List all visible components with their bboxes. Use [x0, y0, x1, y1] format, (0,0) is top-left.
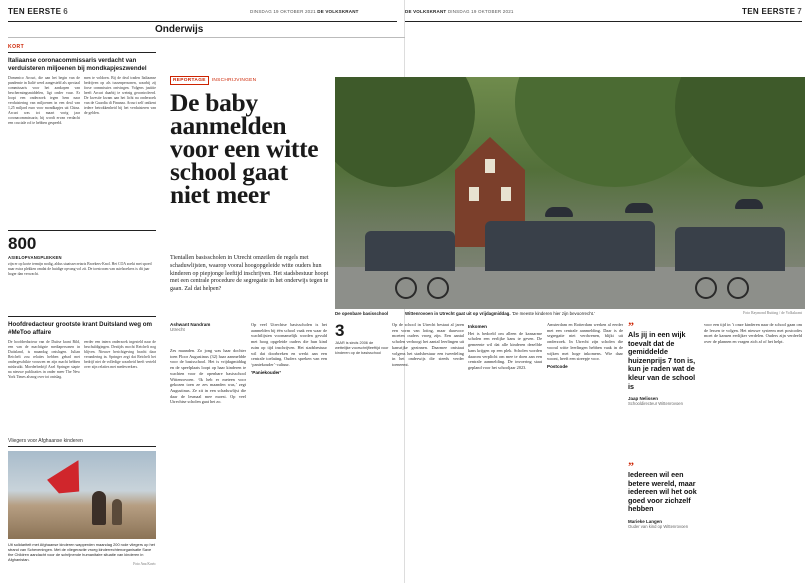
left-meta-paper: DE VOLKSKRANT — [317, 9, 359, 14]
umbrella — [735, 199, 763, 209]
fact-box — [335, 322, 389, 355]
body-text: voor een tijd in ’t onze kinderen naar de school gaan om de lessen te volgen. Het nieuwe systeem met postcodes moet de kansen eerlijker verdelen. Ouders zijn verdeeld over de plannen en vragen zich af of het helpt. — [704, 322, 802, 345]
fact-number: 3 — [335, 321, 345, 340]
photo-caption-right — [405, 311, 595, 316]
photo-caption-quote: ‘De meeste kinderen hier zijn bevoorrecht.’ — [511, 311, 596, 316]
second-brief-col-1: De hoofdredacteur van de Duitse krant Bild, een van de machtigste mediapersonen in Duitsland, is maandag ontslagen. Julian Reichelt zou relaties hebben gehad met ondergeschikte vrouwen en zijn macht hebben misbruikt. Moederbedrijf Axel Springer stapte na nieuwe publicaties in onder meer The New York Times alsnog over tot ontslag. — [8, 340, 80, 379]
author-city: Utrecht — [170, 327, 185, 332]
brief-col-1: Domenico Arcuri, die aan het begin van de pandemie in Italië werd aangesteld als speciaal commissaris voor het aankopen van beschermingsmiddelen, ligt onder vuur. Er loopt een onderzoek tegen hem naar verduistering van miljoenen in een deal van 1,25 miljard euro voor mondkapjes uit China. Arcuri was tot maart vorig jaar coronacommissaris; hij wordt ervan verdacht een cruciale rol te hebben gespeeld. — [8, 76, 80, 125]
article-tags — [170, 76, 330, 85]
umbrella — [625, 203, 653, 213]
quote-name: Marieke Langen — [628, 518, 663, 524]
body-column — [704, 322, 802, 345]
window — [469, 187, 479, 201]
child-figure — [92, 491, 106, 525]
right-running-head — [405, 2, 810, 20]
right-meta-paper: DE VOLKSKRANT — [405, 9, 447, 14]
right-header-rule — [405, 21, 802, 22]
photo-credit: Foto Raymond Rutting / de Volkskrant — [743, 311, 802, 315]
left-running-head — [0, 2, 405, 20]
body-column — [392, 322, 464, 368]
second-brief-rule — [8, 316, 156, 317]
tag-reportage: REPORTAGE — [170, 76, 209, 85]
main-photo — [335, 77, 805, 309]
quote-text: Als jij in een wijk toevalt dat de gemiddelde huizenprijs 7 ton is, kun je raden wat de kleur van de school is — [628, 330, 696, 391]
window — [501, 187, 511, 201]
photo-caption-left: De openbare basisschool — [335, 311, 389, 316]
window — [485, 159, 495, 173]
right-running-meta — [405, 9, 514, 14]
stat-number: 800 — [8, 234, 37, 253]
bicycle-wheel — [427, 277, 449, 299]
child-figure — [112, 499, 122, 525]
photo-news-block — [8, 438, 156, 566]
stat-block — [8, 228, 156, 277]
tree — [335, 77, 475, 187]
bicycle-wheel — [395, 277, 417, 299]
photo-news-credit: Foto Ana Kavic — [133, 562, 156, 566]
brief-headline: Italiaanse coronacommissaris verdacht van verduisteren miljoenen bij mondkapjeszwendel — [8, 57, 147, 72]
left-section-name — [8, 7, 68, 16]
left-section-label: TEN EERSTE — [8, 7, 62, 16]
section-rule — [8, 37, 405, 38]
stat-label: ASIELOPVANGPLEKKEN — [8, 255, 62, 260]
left-meta-day: DINSDAG 19 OKTOBER 2021 — [250, 9, 316, 14]
photo-news-heading: Vliegers voor Afghaanse kinderen — [8, 438, 156, 447]
article-head — [170, 76, 330, 209]
right-page-number: 7 — [797, 7, 802, 16]
second-brief-col-2: eerder een intern onderzoek ingesteld naar de beschuldigingen. Destijds mocht Reichelt nog blijven. Nieuwe berichtgeving bracht daar verandering in. Springer zegt dat Reichelt het bedrijf niet de volledige waarheid heeft verteld over zijn relaties met medewerkers. — [84, 340, 156, 369]
kort-rule — [8, 52, 156, 53]
tree — [675, 77, 805, 187]
subhead: Inkomen — [468, 324, 487, 329]
quote-text: Iedereen wil een betere wereld, maar iedereen wil het ook goed voor zichzelf hebben — [628, 470, 697, 514]
brief-columns — [8, 76, 156, 126]
brief-col-2: men te voldoen. Bij de deal traden Italiaanse bedrijven op als tussenpersonen, waarbij zij forse commissies ontvingen. Volgens justitie heeft Arcuri daarbij te weinig gecontroleerd. De kwestie kwam aan het licht na onderzoek van de Guardia di Finanza. Arcuri zelf ontkent iedere betrokkenheid bij het verduisteren van de gelden. — [84, 76, 156, 115]
fact-text: JAAR is sinds 2006 de wettelijke voorschrijfleeftijd voor kinderen op de basisschool — [335, 341, 389, 355]
body-text: Amsterdam en Rotterdam werken al eerder met een centrale aanmelding. Daar is de segregatie niet verdwenen, blijkt uit onderzoek. In Utrecht zijn scholen die vooral witte leerlingen hebben vaak in de wijken met hoge inkomens. Wie daar woont, heeft een streepje voor. — [547, 322, 623, 362]
left-header-rule — [8, 21, 397, 22]
photo-caption-bold: Wittenrovoen in Utrecht gaat uit op vrijdagmiddag. — [405, 311, 511, 316]
kort-label: KORT — [8, 44, 25, 50]
second-brief — [8, 316, 156, 380]
quote-name: Jaap Nelissen — [628, 396, 659, 402]
body-column — [468, 322, 542, 371]
kort-brief — [8, 44, 156, 126]
left-running-meta — [250, 9, 359, 14]
stat-rule — [8, 230, 156, 231]
body-text: Het is bedoeld om alleen de kansarme scholen een eerlijke kans te geven. De gemeente wil dat alle kinderen dezelfde kans krijgen op een plek. Scholen worden daarom verplicht om mee te doen aan een centrale aanmelding. De invoering staat gepland voor het schooljaar 2023. — [468, 330, 542, 370]
bicycle-wheel — [695, 277, 717, 299]
body-text: Op veel Utrechtse basisscholen is het aanmelden bij één school vaak een waar de wachtlijsten voornamelijk worden gevuld met hoog opgeleide ouders die hun kind ruim op tijd inschrijven. Het stadsbestuur wil dat doorbreken en werkt aan een centrale toelating. Ouders spreken van een ‘paniekouder’-cultuur. — [251, 322, 327, 367]
subhead: ‘Paniekouder’ — [251, 369, 282, 375]
kite-shape — [44, 460, 88, 500]
crowd — [485, 221, 655, 271]
photo-news-caption: Uit solidariteit met Afghaanse kinderen wapperden maandag 200 rode vliegers op het strand van Scheveningen. Met de vliegeractie vroeg kinderrechtenorganisatie Save the Children aandacht voor de schrijnende humanitaire situatie van kinderen in Afghanistan. — [8, 542, 155, 562]
body-column — [251, 322, 327, 376]
quote-mark-icon: ” — [628, 319, 634, 333]
right-meta-day: DINSDAG 19 OKTOBER 2021 — [447, 9, 514, 14]
quote-role: Schooldirecteur Wittenrovoen — [628, 401, 683, 407]
second-brief-headline: Hoofdredacteur grootste krant Duitsland weg om #MeToo affaire — [8, 321, 153, 336]
byline — [170, 322, 210, 332]
body-column — [170, 348, 246, 405]
body-column — [547, 322, 623, 371]
pull-quote — [628, 459, 698, 529]
left-page-number: 6 — [63, 7, 68, 16]
tag-topic: INSCHRIJVINGEN — [211, 78, 257, 83]
bicycle-wheel — [727, 277, 749, 299]
author-name: Ashwant Nandram — [170, 322, 211, 327]
kite-photo — [8, 451, 156, 539]
crowd — [365, 231, 455, 271]
right-section-name — [742, 7, 802, 16]
article-intro: Tientallen basisscholen in Utrecht omzeilen de regels met schaduwlijsten, waarop vooral hoogopgeleide witte ouders hun kinderen op piepjonge leeftijd inschrijven. Het stadsbestuur hoopt met een centrale procedure de segregatie in het onderwijs tegen te gaan. Zal dat helpen? — [170, 255, 329, 293]
quote-mark-icon: ” — [628, 459, 634, 473]
right-section-label: TEN EERSTE — [742, 7, 796, 16]
body-text: Zes maanden. Zo jong was haar dochter toen Floor Augustinus (32) haar aanmeldde voor de basisschool. Het is vrijdagmiddag en de speelplaats loopt op haar kinderen te wachten voor de openbare basisschool Wittenrovoen. ‘Ik heb er meteen voor gekozen toen ze zes maanden was,’ zegt Augustinus. Ze zit in een schaduwlijst die daar de lesmaal mee moest. Op veel Utrechtse scholen gaat het zo. — [170, 348, 246, 405]
second-brief-columns — [8, 340, 156, 380]
crowd — [675, 227, 785, 271]
stat-text: zijn er op korte termijn nodig, aldus staatssecretaris Broekers-Knol. Het COA zoekt met spoed naar extra plekken omdat de huidige opvang vol zit. De toestroom van asielzoekers is dit jaar hoger dan verwacht. — [8, 262, 152, 276]
umbrella — [545, 207, 573, 217]
pull-quote — [628, 319, 698, 407]
article-headline: De baby aanmelden voor een witte school gaat niet meer — [170, 88, 319, 209]
subhead: Postcode — [547, 363, 568, 369]
section-title: Onderwijs — [155, 24, 204, 35]
body-text: Op de school in Utrecht bestaat al jaren een vorm van loting, maar daarvoor moeten ouders vroeg zijn. Een aantal scholen verhoogt het aantal leerlingen uit kansrijke gezinnen. Daarmee ontstaat volgens het stadsbestuur een tweedeling in het onderwijs die steeds verder toeneemt. — [392, 322, 464, 367]
quote-role: Ouder van kind op Wittenrovoen — [628, 523, 689, 529]
